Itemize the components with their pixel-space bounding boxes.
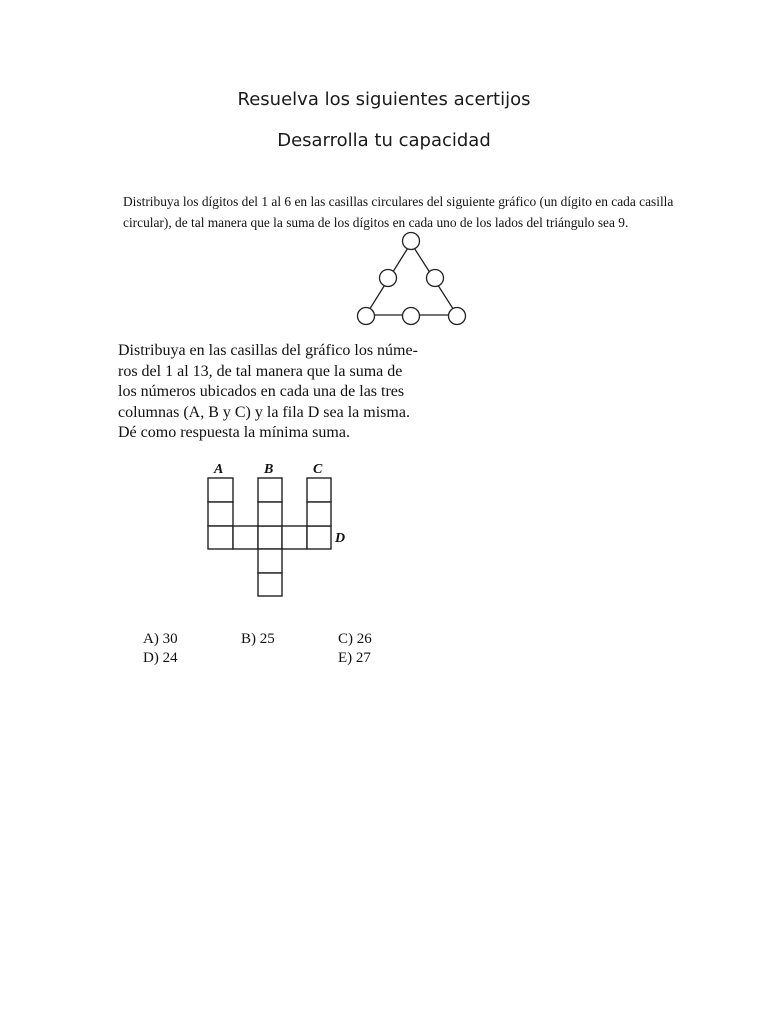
puzzle-2-line-4: columnas (A, B y C) y la fila D sea la misma. (118, 403, 410, 421)
grid-cell-c1[interactable] (307, 478, 331, 502)
grid-cell-b4[interactable] (258, 549, 282, 573)
triangle-diagram (358, 233, 466, 325)
grid-diagram (208, 478, 331, 596)
column-label-a: A (214, 462, 224, 477)
triangle-circle-bottom-right[interactable] (449, 308, 466, 325)
option-a[interactable]: A) 30 (143, 631, 178, 647)
grid-cell-a1[interactable] (208, 478, 233, 502)
grid-cell-a2[interactable] (208, 502, 233, 526)
option-e[interactable]: E) 27 (338, 650, 371, 666)
puzzle-2-line-5: Dé como respuesta la mínima suma. (118, 424, 350, 441)
puzzle-1-line-2: circular), de tal manera que la suma de los dígitos en cada uno de los lados del triángulo sea 9. (123, 215, 629, 230)
grid-cell-d1[interactable] (208, 526, 233, 549)
triangle-circle-left-mid[interactable] (380, 270, 397, 287)
grid-cell-d5[interactable] (307, 526, 331, 549)
triangle-circle-top[interactable] (403, 233, 420, 250)
grid-cell-b1[interactable] (258, 478, 282, 502)
page-title: Resuelva los siguientes acertijos (237, 89, 531, 110)
row-label-d: D (335, 531, 346, 546)
puzzle-2-line-1: Distribuya en las casillas del gráfico los núme- (118, 342, 418, 359)
grid-cell-b5[interactable] (258, 573, 282, 596)
grid-cell-d3[interactable] (258, 526, 282, 549)
puzzle-2-line-2: ros del 1 al 13, de tal manera que la suma de (118, 362, 403, 380)
triangle-circle-right-mid[interactable] (427, 270, 444, 287)
grid-cell-d4[interactable] (282, 526, 307, 549)
triangle-circle-bottom-left[interactable] (358, 308, 375, 325)
option-b[interactable]: B) 25 (241, 631, 275, 647)
grid-cell-b2[interactable] (258, 502, 282, 526)
puzzle-2-line-3: los números ubicados en cada una de las tres (118, 383, 405, 400)
puzzle-2-text (118, 341, 448, 444)
column-label-b: B (264, 462, 274, 477)
page-subtitle: Desarrolla tu capacidad (277, 130, 491, 151)
puzzle-1-line-1: Distribuya los dígitos del 1 al 6 en las casillas circulares del siguiente gráfico (un dígito en cada casilla (123, 194, 674, 209)
option-c[interactable]: C) 26 (338, 631, 372, 647)
grid-cell-c2[interactable] (307, 502, 331, 526)
triangle-circle-bottom-mid[interactable] (403, 308, 420, 325)
option-d[interactable]: D) 24 (143, 650, 178, 666)
grid-cell-d2[interactable] (233, 526, 258, 549)
column-label-c: C (313, 462, 323, 477)
